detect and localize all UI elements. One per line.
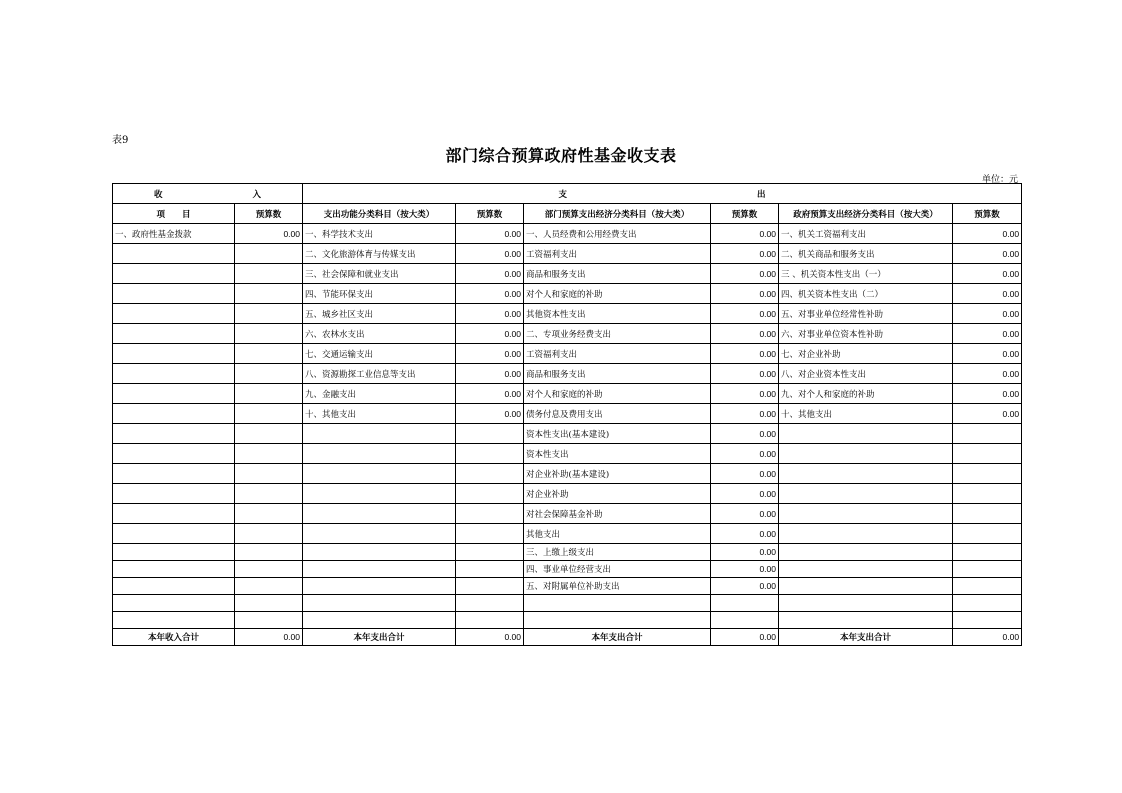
func-item-cell bbox=[303, 444, 456, 464]
income-item-cell bbox=[113, 464, 235, 484]
income-item-cell bbox=[113, 504, 235, 524]
gov-econ-budget-cell: 0.00 bbox=[953, 224, 1022, 244]
income-item-cell bbox=[113, 544, 235, 561]
income-item-cell bbox=[113, 264, 235, 284]
func-budget-cell: 0.00 bbox=[456, 304, 524, 324]
func-budget-cell: 0.00 bbox=[456, 244, 524, 264]
income-item-cell: 一、政府性基金拨款 bbox=[113, 224, 235, 244]
gov-econ-budget-cell bbox=[953, 444, 1022, 464]
gov-econ-budget-cell: 0.00 bbox=[953, 264, 1022, 284]
income-item-cell bbox=[113, 244, 235, 264]
income-budget-cell bbox=[235, 264, 303, 284]
dept-econ-item-cell: 二、专项业务经费支出 bbox=[524, 324, 711, 344]
func-budget-cell bbox=[456, 424, 524, 444]
gov-econ-item-cell bbox=[779, 524, 953, 544]
income-budget-cell bbox=[235, 424, 303, 444]
income-budget-cell bbox=[235, 595, 303, 612]
dept-econ-budget-cell: 0.00 bbox=[711, 561, 779, 578]
func-item-cell: 六、农林水支出 bbox=[303, 324, 456, 344]
dept-econ-item-cell: 资本性支出 bbox=[524, 444, 711, 464]
dept-econ-item-cell: 三、上缴上级支出 bbox=[524, 544, 711, 561]
income-budget-cell bbox=[235, 364, 303, 384]
gov-econ-budget-cell: 0.00 bbox=[953, 244, 1022, 264]
dept-econ-budget-cell bbox=[711, 612, 779, 629]
dept-econ-budget-cell: 0.00 bbox=[711, 384, 779, 404]
total-func-value: 0.00 bbox=[456, 629, 524, 646]
total-gov-value: 0.00 bbox=[953, 629, 1022, 646]
dept-econ-budget-cell: 0.00 bbox=[711, 444, 779, 464]
dept-econ-budget-cell: 0.00 bbox=[711, 484, 779, 504]
table-row bbox=[113, 504, 1022, 524]
dept-econ-item-cell: 其他资本性支出 bbox=[524, 304, 711, 324]
gov-econ-item-cell bbox=[779, 544, 953, 561]
dept-econ-item-cell: 商品和服务支出 bbox=[524, 364, 711, 384]
func-item-cell: 九、金融支出 bbox=[303, 384, 456, 404]
income-item-cell bbox=[113, 344, 235, 364]
dept-econ-item-cell: 商品和服务支出 bbox=[524, 264, 711, 284]
gov-econ-budget-cell: 0.00 bbox=[953, 384, 1022, 404]
dept-econ-budget-cell: 0.00 bbox=[711, 264, 779, 284]
dept-econ-budget-cell bbox=[711, 595, 779, 612]
func-budget-cell: 0.00 bbox=[456, 404, 524, 424]
income-item-cell bbox=[113, 484, 235, 504]
dept-econ-item-cell: 工资福利支出 bbox=[524, 244, 711, 264]
table-row bbox=[113, 544, 1022, 561]
func-budget-cell: 0.00 bbox=[456, 364, 524, 384]
dept-econ-budget-cell: 0.00 bbox=[711, 344, 779, 364]
func-budget-cell bbox=[456, 464, 524, 484]
income-item-cell bbox=[113, 444, 235, 464]
income-header-char2: 入 bbox=[252, 189, 262, 200]
gov-econ-budget-cell: 0.00 bbox=[953, 404, 1022, 424]
func-item-cell: 四、节能环保支出 bbox=[303, 284, 456, 304]
dept-econ-item-cell: 对社会保障基金补助 bbox=[524, 504, 711, 524]
income-item-cell bbox=[113, 304, 235, 324]
func-budget-cell bbox=[456, 444, 524, 464]
total-gov-label: 本年支出合计 bbox=[779, 629, 953, 646]
income-item-cell bbox=[113, 384, 235, 404]
func-budget-cell bbox=[456, 484, 524, 504]
col-budget1-header: 预算数 bbox=[235, 204, 303, 224]
gov-econ-item-cell: 三 、机关资本性支出（一） bbox=[779, 264, 953, 284]
dept-econ-budget-cell: 0.00 bbox=[711, 578, 779, 595]
budget-table bbox=[112, 183, 1022, 646]
func-budget-cell: 0.00 bbox=[456, 324, 524, 344]
dept-econ-item-cell: 五、对附属单位补助支出 bbox=[524, 578, 711, 595]
func-item-cell bbox=[303, 595, 456, 612]
income-budget-cell bbox=[235, 284, 303, 304]
dept-econ-item-cell bbox=[524, 595, 711, 612]
income-budget-cell bbox=[235, 384, 303, 404]
func-item-cell bbox=[303, 578, 456, 595]
gov-econ-budget-cell bbox=[953, 524, 1022, 544]
table-row bbox=[113, 561, 1022, 578]
table-row bbox=[113, 264, 1022, 284]
table-row bbox=[113, 324, 1022, 344]
gov-econ-budget-cell bbox=[953, 504, 1022, 524]
gov-econ-item-cell bbox=[779, 464, 953, 484]
func-item-cell: 一、科学技术支出 bbox=[303, 224, 456, 244]
gov-econ-item-cell: 九、对个人和家庭的补助 bbox=[779, 384, 953, 404]
table-row bbox=[113, 384, 1022, 404]
income-item-cell bbox=[113, 561, 235, 578]
income-item-cell bbox=[113, 595, 235, 612]
func-item-cell bbox=[303, 504, 456, 524]
func-budget-cell bbox=[456, 612, 524, 629]
func-item-cell bbox=[303, 561, 456, 578]
table-row bbox=[113, 404, 1022, 424]
column-header-row bbox=[113, 204, 1022, 224]
gov-econ-budget-cell: 0.00 bbox=[953, 284, 1022, 304]
func-item-cell bbox=[303, 524, 456, 544]
gov-econ-item-cell bbox=[779, 595, 953, 612]
expense-header-char2: 出 bbox=[757, 189, 766, 200]
income-budget-cell bbox=[235, 344, 303, 364]
income-group-header bbox=[113, 184, 303, 204]
income-budget-cell bbox=[235, 578, 303, 595]
dept-econ-budget-cell: 0.00 bbox=[711, 424, 779, 444]
income-header-char1: 收 bbox=[153, 189, 163, 200]
gov-econ-budget-cell bbox=[953, 612, 1022, 629]
gov-econ-budget-cell: 0.00 bbox=[953, 364, 1022, 384]
gov-econ-budget-cell bbox=[953, 595, 1022, 612]
gov-econ-item-cell: 二、机关商品和服务支出 bbox=[779, 244, 953, 264]
col-budget4-header: 预算数 bbox=[953, 204, 1022, 224]
dept-econ-budget-cell: 0.00 bbox=[711, 544, 779, 561]
total-dept-label: 本年支出合计 bbox=[524, 629, 711, 646]
gov-econ-item-cell bbox=[779, 504, 953, 524]
page-title: 部门综合预算政府性基金收支表 bbox=[445, 146, 677, 165]
dept-econ-budget-cell: 0.00 bbox=[711, 324, 779, 344]
gov-econ-item-cell bbox=[779, 561, 953, 578]
dept-econ-item-cell: 一、人员经费和公用经费支出 bbox=[524, 224, 711, 244]
dept-econ-item-cell: 工资福利支出 bbox=[524, 344, 711, 364]
expense-header-char1: 支 bbox=[558, 189, 568, 200]
gov-econ-item-cell bbox=[779, 444, 953, 464]
income-item-cell bbox=[113, 404, 235, 424]
gov-econ-item-cell bbox=[779, 424, 953, 444]
gov-econ-budget-cell: 0.00 bbox=[953, 344, 1022, 364]
income-item-cell bbox=[113, 612, 235, 629]
dept-econ-budget-cell: 0.00 bbox=[711, 404, 779, 424]
func-budget-cell bbox=[456, 595, 524, 612]
dept-econ-item-cell: 债务付息及费用支出 bbox=[524, 404, 711, 424]
dept-econ-budget-cell: 0.00 bbox=[711, 464, 779, 484]
dept-econ-budget-cell: 0.00 bbox=[711, 524, 779, 544]
func-item-cell bbox=[303, 544, 456, 561]
total-dept-value: 0.00 bbox=[711, 629, 779, 646]
dept-econ-item-cell: 其他支出 bbox=[524, 524, 711, 544]
dept-econ-item-cell: 对企业补助(基本建设) bbox=[524, 464, 711, 484]
total-func-label: 本年支出合计 bbox=[303, 629, 456, 646]
table-row bbox=[113, 444, 1022, 464]
col-gov-econ-header: 政府预算支出经济分类科目（按大类） bbox=[779, 204, 953, 224]
income-budget-cell bbox=[235, 561, 303, 578]
table-row bbox=[113, 578, 1022, 595]
gov-econ-budget-cell bbox=[953, 544, 1022, 561]
func-item-cell: 三、社会保障和就业支出 bbox=[303, 264, 456, 284]
dept-econ-budget-cell: 0.00 bbox=[711, 284, 779, 304]
table-row bbox=[113, 244, 1022, 264]
func-budget-cell: 0.00 bbox=[456, 264, 524, 284]
gov-econ-budget-cell bbox=[953, 464, 1022, 484]
table-row bbox=[113, 284, 1022, 304]
table-row bbox=[113, 364, 1022, 384]
gov-econ-budget-cell bbox=[953, 484, 1022, 504]
income-budget-cell bbox=[235, 524, 303, 544]
func-item-cell: 八、资源勘探工业信息等支出 bbox=[303, 364, 456, 384]
gov-econ-item-cell bbox=[779, 612, 953, 629]
gov-econ-budget-cell: 0.00 bbox=[953, 304, 1022, 324]
income-budget-cell bbox=[235, 244, 303, 264]
gov-econ-item-cell bbox=[779, 484, 953, 504]
col-item-header: 项 目 bbox=[113, 204, 235, 224]
col-func-header: 支出功能分类科目（按大类） bbox=[303, 204, 456, 224]
func-budget-cell: 0.00 bbox=[456, 284, 524, 304]
func-budget-cell: 0.00 bbox=[456, 344, 524, 364]
total-row bbox=[113, 629, 1022, 646]
func-item-cell: 七、交通运输支出 bbox=[303, 344, 456, 364]
dept-econ-budget-cell: 0.00 bbox=[711, 504, 779, 524]
income-budget-cell bbox=[235, 444, 303, 464]
dept-econ-item-cell: 对个人和家庭的补助 bbox=[524, 384, 711, 404]
func-budget-cell bbox=[456, 561, 524, 578]
total-income-label: 本年收入合计 bbox=[113, 629, 235, 646]
func-item-cell: 二、文化旅游体育与传媒支出 bbox=[303, 244, 456, 264]
func-item-cell: 五、城乡社区支出 bbox=[303, 304, 456, 324]
income-budget-cell: 0.00 bbox=[235, 224, 303, 244]
income-budget-cell bbox=[235, 544, 303, 561]
dept-econ-budget-cell: 0.00 bbox=[711, 304, 779, 324]
gov-econ-item-cell: 六、对事业单位资本性补助 bbox=[779, 324, 953, 344]
gov-econ-item-cell: 八、对企业资本性支出 bbox=[779, 364, 953, 384]
table-row bbox=[113, 224, 1022, 244]
income-item-cell bbox=[113, 324, 235, 344]
func-budget-cell bbox=[456, 578, 524, 595]
func-item-cell bbox=[303, 612, 456, 629]
gov-econ-item-cell: 五、对事业单位经常性补助 bbox=[779, 304, 953, 324]
table-row bbox=[113, 484, 1022, 504]
dept-econ-item-cell: 资本性支出(基本建设) bbox=[524, 424, 711, 444]
income-item-cell bbox=[113, 424, 235, 444]
gov-econ-budget-cell bbox=[953, 561, 1022, 578]
dept-econ-item-cell bbox=[524, 612, 711, 629]
group-header-row bbox=[113, 184, 1022, 204]
table-row bbox=[113, 424, 1022, 444]
total-income-value: 0.00 bbox=[235, 629, 303, 646]
gov-econ-budget-cell: 0.00 bbox=[953, 324, 1022, 344]
func-item-cell bbox=[303, 484, 456, 504]
gov-econ-item-cell: 七、对企业补助 bbox=[779, 344, 953, 364]
income-budget-cell bbox=[235, 504, 303, 524]
table-row bbox=[113, 304, 1022, 324]
func-item-cell: 十、其他支出 bbox=[303, 404, 456, 424]
expense-group-header bbox=[303, 184, 1022, 204]
col-budget2-header: 预算数 bbox=[456, 204, 524, 224]
gov-econ-item-cell: 一、机关工资福利支出 bbox=[779, 224, 953, 244]
func-item-cell bbox=[303, 464, 456, 484]
gov-econ-budget-cell bbox=[953, 578, 1022, 595]
func-budget-cell bbox=[456, 524, 524, 544]
income-item-cell bbox=[113, 578, 235, 595]
func-budget-cell bbox=[456, 544, 524, 561]
col-budget3-header: 预算数 bbox=[711, 204, 779, 224]
dept-econ-budget-cell: 0.00 bbox=[711, 244, 779, 264]
dept-econ-item-cell: 对企业补助 bbox=[524, 484, 711, 504]
table-row bbox=[113, 524, 1022, 544]
gov-econ-item-cell: 四、机关资本性支出（二） bbox=[779, 284, 953, 304]
gov-econ-item-cell: 十、其他支出 bbox=[779, 404, 953, 424]
income-budget-cell bbox=[235, 404, 303, 424]
dept-econ-budget-cell: 0.00 bbox=[711, 364, 779, 384]
income-budget-cell bbox=[235, 484, 303, 504]
gov-econ-budget-cell bbox=[953, 424, 1022, 444]
table-row bbox=[113, 344, 1022, 364]
income-item-cell bbox=[113, 284, 235, 304]
income-budget-cell bbox=[235, 324, 303, 344]
func-item-cell bbox=[303, 424, 456, 444]
dept-econ-budget-cell: 0.00 bbox=[711, 224, 779, 244]
income-budget-cell bbox=[235, 612, 303, 629]
func-budget-cell: 0.00 bbox=[456, 384, 524, 404]
col-dept-econ-header: 部门预算支出经济分类科目（按大类） bbox=[524, 204, 711, 224]
func-budget-cell bbox=[456, 504, 524, 524]
income-budget-cell bbox=[235, 304, 303, 324]
gov-econ-item-cell bbox=[779, 578, 953, 595]
table-number: 表9 bbox=[112, 135, 129, 146]
table-row bbox=[113, 612, 1022, 629]
income-item-cell bbox=[113, 364, 235, 384]
dept-econ-item-cell: 四、事业单位经营支出 bbox=[524, 561, 711, 578]
dept-econ-item-cell: 对个人和家庭的补助 bbox=[524, 284, 711, 304]
table-row bbox=[113, 464, 1022, 484]
func-budget-cell: 0.00 bbox=[456, 224, 524, 244]
income-budget-cell bbox=[235, 464, 303, 484]
unit-label: 单位：元 bbox=[981, 175, 1018, 185]
table-row bbox=[113, 595, 1022, 612]
income-item-cell bbox=[113, 524, 235, 544]
